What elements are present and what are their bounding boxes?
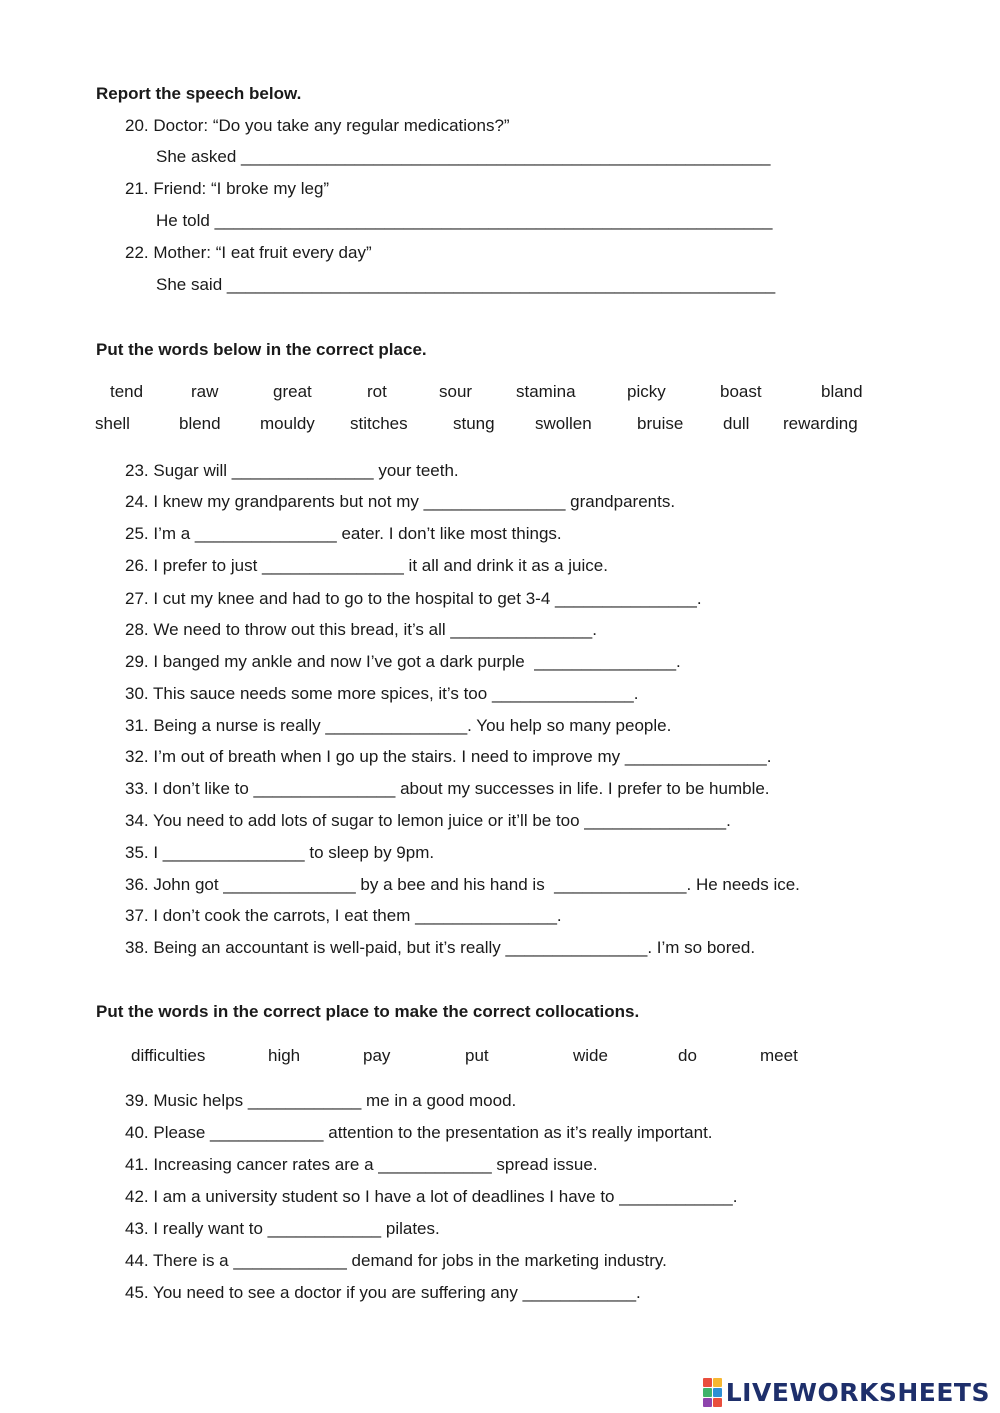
question-36[interactable]: 36. John got ______________ by a bee and his hand is ______________. He needs ice. — [125, 875, 800, 894]
word-bank-item: dull — [723, 414, 750, 433]
word-bank-item: great — [273, 382, 312, 401]
word-bank-item: difficulties — [131, 1046, 206, 1065]
answer-line-21[interactable]: He told ___________________________________________________________ — [156, 211, 773, 230]
question-40[interactable]: 40. Please ____________ attention to the presentation as it’s really important. — [125, 1123, 713, 1142]
word-bank-item: meet — [760, 1046, 798, 1065]
word-bank-item: bland — [821, 382, 863, 401]
answer-line-20[interactable]: She asked ________________________________________________________ — [156, 147, 771, 166]
logo-mark-icon — [703, 1378, 722, 1407]
word-bank-item: pay — [363, 1046, 391, 1065]
question-37[interactable]: 37. I don’t cook the carrots, I eat them _______________. — [125, 906, 562, 925]
word-bank-item: boast — [720, 382, 762, 401]
word-bank-item: put — [465, 1046, 489, 1065]
word-bank-row-1 — [0, 382, 1000, 406]
question-38[interactable]: 38. Being an accountant is well-paid, but it’s really _______________. I’m so bored. — [125, 938, 756, 957]
question-28[interactable]: 28. We need to throw out this bread, it’s all _______________. — [125, 620, 597, 639]
question-45[interactable]: 45. You need to see a doctor if you are suffering any ____________. — [125, 1283, 641, 1302]
question-41[interactable]: 41. Increasing cancer rates are a ____________ spread issue. — [125, 1155, 598, 1174]
section-heading-word-place: Put the words below in the correct place. — [96, 340, 427, 359]
question-27[interactable]: 27. I cut my knee and had to go to the hospital to get 3-4 _______________. — [125, 589, 702, 608]
word-bank-collocations — [0, 1046, 1000, 1070]
question-25[interactable]: 25. I’m a _______________ eater. I don’t like most things. — [125, 524, 562, 543]
question-43[interactable]: 43. I really want to ____________ pilates. — [125, 1219, 440, 1238]
liveworksheets-logo — [703, 1377, 990, 1407]
word-bank-item: tend — [110, 382, 144, 401]
question-31[interactable]: 31. Being a nurse is really _______________. You help so many people. — [125, 716, 672, 735]
question-24[interactable]: 24. I knew my grandparents but not my _______________ grandparents. — [125, 492, 676, 511]
word-bank-item: mouldy — [260, 414, 315, 433]
logo-text: LIVEWORKSHEETS — [725, 1377, 990, 1407]
word-bank-item: rot — [367, 382, 387, 401]
answer-line-22[interactable]: She said __________________________________________________________ — [156, 275, 776, 294]
word-bank-item: shell — [95, 414, 130, 433]
section-heading-report-speech: Report the speech below. — [96, 84, 302, 103]
word-bank-item: blend — [179, 414, 221, 433]
question-22: 22. Mother: “I eat fruit every day” — [125, 243, 372, 262]
question-21: 21. Friend: “I broke my leg” — [125, 179, 330, 198]
word-bank-item: wide — [573, 1046, 608, 1065]
question-20: 20. Doctor: “Do you take any regular medications?” — [125, 116, 510, 135]
word-bank-item: rewarding — [783, 414, 858, 433]
question-35[interactable]: 35. I _______________ to sleep by 9pm. — [125, 843, 435, 862]
question-32[interactable]: 32. I’m out of breath when I go up the stairs. I need to improve my _______________. — [125, 747, 772, 766]
word-bank-item: swollen — [535, 414, 592, 433]
question-30[interactable]: 30. This sauce needs some more spices, it’s too _______________. — [125, 684, 639, 703]
question-39[interactable]: 39. Music helps ____________ me in a good mood. — [125, 1091, 517, 1110]
word-bank-item: picky — [627, 382, 666, 401]
word-bank-item: stung — [453, 414, 495, 433]
word-bank-item: raw — [191, 382, 219, 401]
question-34[interactable]: 34. You need to add lots of sugar to lemon juice or it’ll be too _______________. — [125, 811, 731, 830]
word-bank-item: do — [678, 1046, 697, 1065]
question-42[interactable]: 42. I am a university student so I have a lot of deadlines I have to ____________. — [125, 1187, 738, 1206]
question-26[interactable]: 26. I prefer to just _______________ it all and drink it as a juice. — [125, 556, 608, 575]
question-33[interactable]: 33. I don’t like to _______________ about my successes in life. I prefer to be humble. — [125, 779, 770, 798]
question-44[interactable]: 44. There is a ____________ demand for jobs in the marketing industry. — [125, 1251, 667, 1270]
word-bank-item: stitches — [350, 414, 408, 433]
word-bank-item: bruise — [637, 414, 684, 433]
question-29[interactable]: 29. I banged my ankle and now I’ve got a dark purple _______________. — [125, 652, 681, 671]
word-bank-row-2 — [0, 414, 1000, 438]
word-bank-item: stamina — [516, 382, 576, 401]
section-heading-collocations: Put the words in the correct place to make the correct collocations. — [96, 1002, 640, 1021]
question-23[interactable]: 23. Sugar will _______________ your teeth. — [125, 461, 459, 480]
word-bank-item: sour — [439, 382, 473, 401]
word-bank-item: high — [268, 1046, 301, 1065]
